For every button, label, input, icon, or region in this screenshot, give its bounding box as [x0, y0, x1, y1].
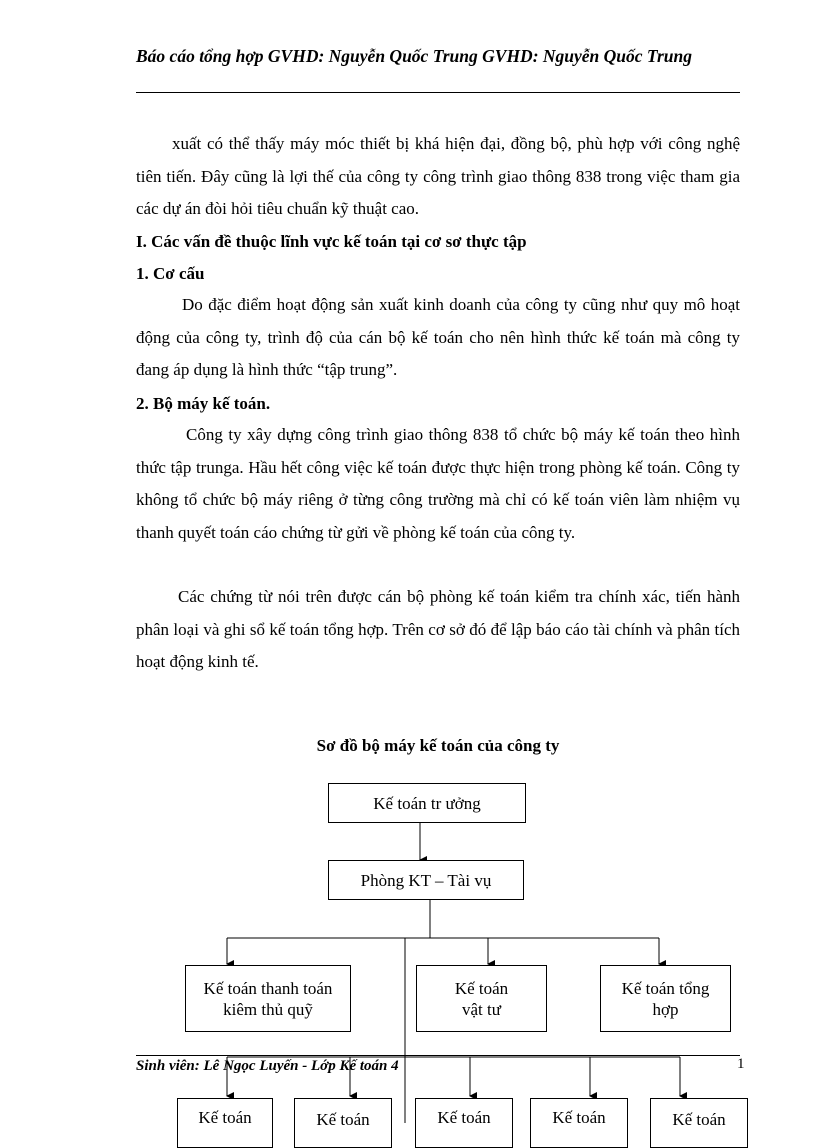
node-general-accountant	[600, 965, 731, 1032]
node-payment-accountant-label: Kế toán thanh toán kiêm thủ quỹ	[203, 978, 333, 1019]
node-row2-5-label: Kế toán	[672, 1110, 726, 1129]
node-row2-1	[177, 1098, 273, 1148]
node-accounting-dept-label: Phòng KT – Tài vụ	[360, 870, 492, 890]
paragraph-1: xuất có thể thấy máy móc thiết bị khá hiện đại, đồng bộ, phù hợp với công nghệ tiên tiến. Đây cũng là lợi thế của công ty công trình giao thông 838 trong việc tham gia các dự án đòi hỏi tiêu chuẩn kỹ thuật cao.	[136, 134, 740, 218]
paragraph-3: Công ty xây dựng công trình giao thông 838 tổ chức bộ máy kế toán theo hình thức tập trunga. Hầu hết công việc kế toán được thực hiện trong phòng kế toán. Công ty không tổ chức bộ máy riêng ở từng công trường mà chỉ có kế toán viên làm nhiệm vụ thanh quyết toán cáo chứng từ gửi về phòng kế toán của công ty.	[136, 425, 740, 542]
section-heading-1: I. Các vấn đề thuộc lĩnh vực kế toán tại cơ sơ thực tập	[136, 232, 527, 251]
section-heading-3: 2. Bộ máy kế toán.	[136, 394, 271, 413]
node-chief-accountant-label: Kế toán tr ưởng	[373, 793, 481, 813]
node-materials-accountant-label: Kế toán vật tư	[454, 978, 509, 1019]
node-row2-2	[294, 1098, 392, 1148]
node-accounting-dept	[328, 860, 524, 900]
node-chief-accountant	[328, 783, 526, 823]
node-payment-accountant	[185, 965, 351, 1032]
node-row2-1-label: Kế toán	[198, 1108, 252, 1127]
node-row2-5	[650, 1098, 748, 1148]
section-heading-2: 1. Cơ cấu	[136, 264, 205, 283]
node-materials-accountant	[416, 965, 547, 1032]
page-footer: Sinh viên: Lê Ngọc Luyến - Lớp Kế toán 4	[136, 1058, 399, 1074]
paragraph-4: Các chứng từ nói trên được cán bộ phòng kế toán kiểm tra chính xác, tiến hành phân loại và ghi sổ kế toán tổng hợp. Trên cơ sở đó để lập báo cáo tài chính và phân tích hoạt động kinh tế.	[136, 587, 740, 671]
page-number: 1	[737, 1056, 745, 1072]
node-row2-3-label: Kế toán	[437, 1108, 491, 1127]
node-row2-4	[530, 1098, 628, 1148]
node-row2-2-label: Kế toán	[316, 1110, 370, 1129]
node-general-accountant-label: Kế toán tổng hợp	[621, 978, 710, 1019]
footer-rule	[136, 1055, 740, 1056]
node-row2-3	[415, 1098, 513, 1148]
diagram-title: Sơ đồ bộ máy kế toán của công ty	[316, 736, 560, 755]
page-header: Báo cáo tổng hợp GVHD: Nguyễn Quốc Trung GVHD: Nguyễn Quốc Trung	[136, 46, 692, 66]
node-row2-4-label: Kế toán	[552, 1108, 606, 1127]
paragraph-2: Do đặc điểm hoạt động sản xuất kinh doanh của công ty cũng như quy mô hoạt động của công ty, trình độ của cán bộ kế toán cho nên hình thức kế toán mà công ty đang áp dụng là hình thức “tập trung”.	[136, 295, 740, 379]
